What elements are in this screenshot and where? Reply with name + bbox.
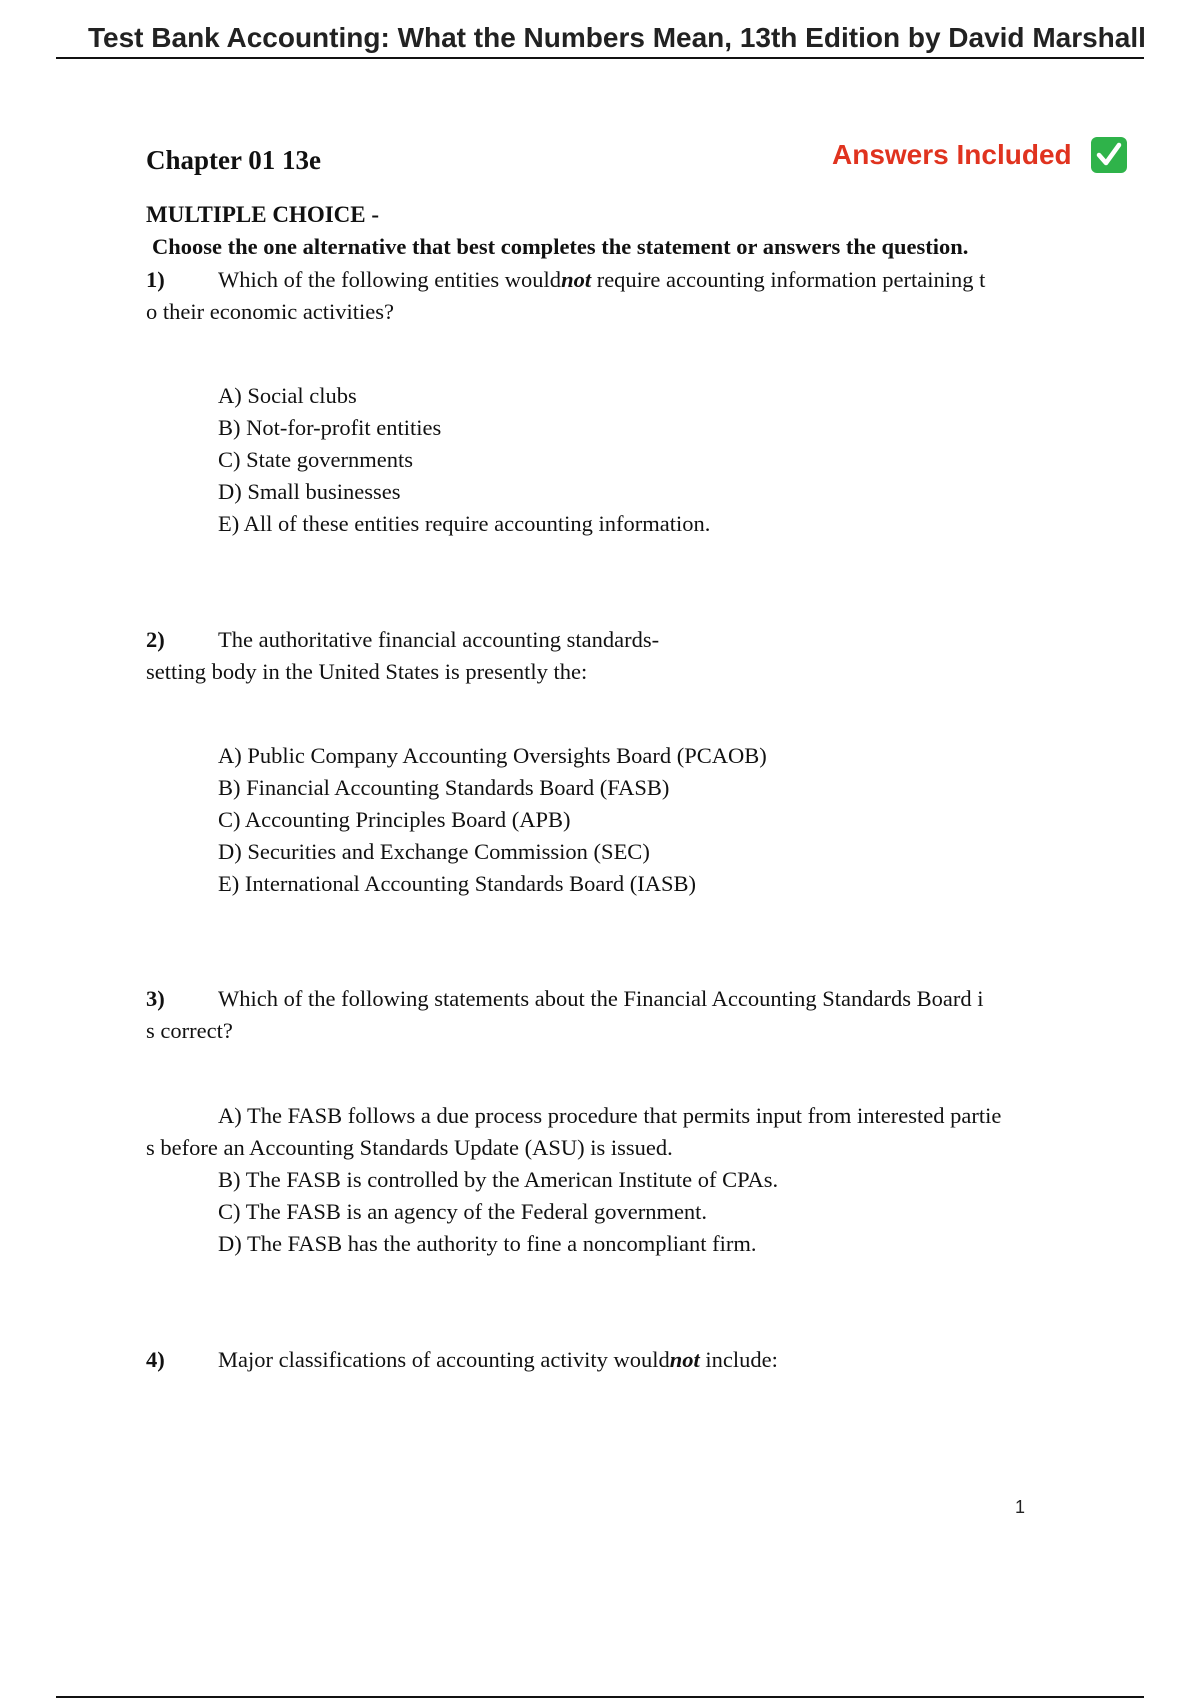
- question-2: [146, 624, 659, 656]
- question-text: Which of the following statements about the Financial Accounting Standards Board i: [218, 986, 984, 1011]
- question-1-option-d: D) Small businesses: [218, 479, 401, 504]
- question-3-option-d: D) The FASB has the authority to fine a noncompliant firm.: [218, 1231, 757, 1256]
- question-2-option-e: E) International Accounting Standards Board (IASB): [218, 871, 697, 896]
- question-3-continuation: s correct?: [146, 1018, 233, 1043]
- page-number: 1: [1015, 1497, 1026, 1517]
- question-2-option-c: C) Accounting Principles Board (APB): [218, 807, 571, 832]
- question-emphasis: not: [669, 1347, 700, 1372]
- check-mark-icon: [1090, 136, 1128, 174]
- question-text: The authoritative financial accounting standards-: [218, 627, 660, 652]
- question-1-option-c: C) State governments: [218, 447, 413, 472]
- question-3-option-a-continuation: s before an Accounting Standards Update (ASU) is issued.: [146, 1135, 673, 1160]
- question-2-option-d: D) Securities and Exchange Commission (SEC): [218, 839, 650, 864]
- question-number: 2): [146, 627, 165, 652]
- question-number: 1): [146, 267, 165, 292]
- section-instruction: Choose the one alternative that best completes the statement or answers the question.: [152, 234, 969, 259]
- question-1-option-b: B) Not-for-profit entities: [218, 415, 442, 440]
- question-1-continuation: o their economic activities?: [146, 299, 395, 324]
- section-heading: MULTIPLE CHOICE -: [146, 202, 380, 227]
- question-3-option-b: B) The FASB is controlled by the American Institute of CPAs.: [218, 1167, 779, 1192]
- question-3-option-a: A) The FASB follows a due process procedure that permits input from interested partie: [218, 1103, 1002, 1128]
- question-2-option-a: A) Public Company Accounting Oversights Board (PCAOB): [218, 743, 767, 768]
- question-4: [146, 1344, 778, 1376]
- answers-included-label: Answers Included: [832, 139, 1072, 170]
- answers-included-badge: [832, 136, 1128, 174]
- question-number: 3): [146, 986, 165, 1011]
- question-text-rest: include:: [699, 1347, 778, 1372]
- question-1-option-e: E) All of these entities require accounting information.: [218, 511, 711, 536]
- question-3: [146, 983, 983, 1015]
- question-text: Which of the following entities would: [218, 267, 562, 292]
- question-2-option-b: B) Financial Accounting Standards Board (FASB): [218, 775, 670, 800]
- question-3-option-c: C) The FASB is an agency of the Federal government.: [218, 1199, 708, 1224]
- question-number: 4): [146, 1347, 165, 1372]
- question-2-continuation: setting body in the United States is presently the:: [146, 659, 588, 684]
- question-1-option-a: A) Social clubs: [218, 383, 357, 408]
- document-title: Test Bank Accounting: What the Numbers Mean, 13th Edition by David Marshall: [88, 22, 1146, 53]
- question-emphasis: not: [561, 267, 592, 292]
- footer-divider: [56, 1696, 1144, 1698]
- question-text-rest: require accounting information pertaining t: [591, 267, 986, 292]
- chapter-title: Chapter 01 13e: [146, 145, 321, 175]
- question-text: Major classifications of accounting activity would: [218, 1347, 670, 1372]
- header-divider: [56, 57, 1144, 59]
- question-1: [146, 264, 985, 296]
